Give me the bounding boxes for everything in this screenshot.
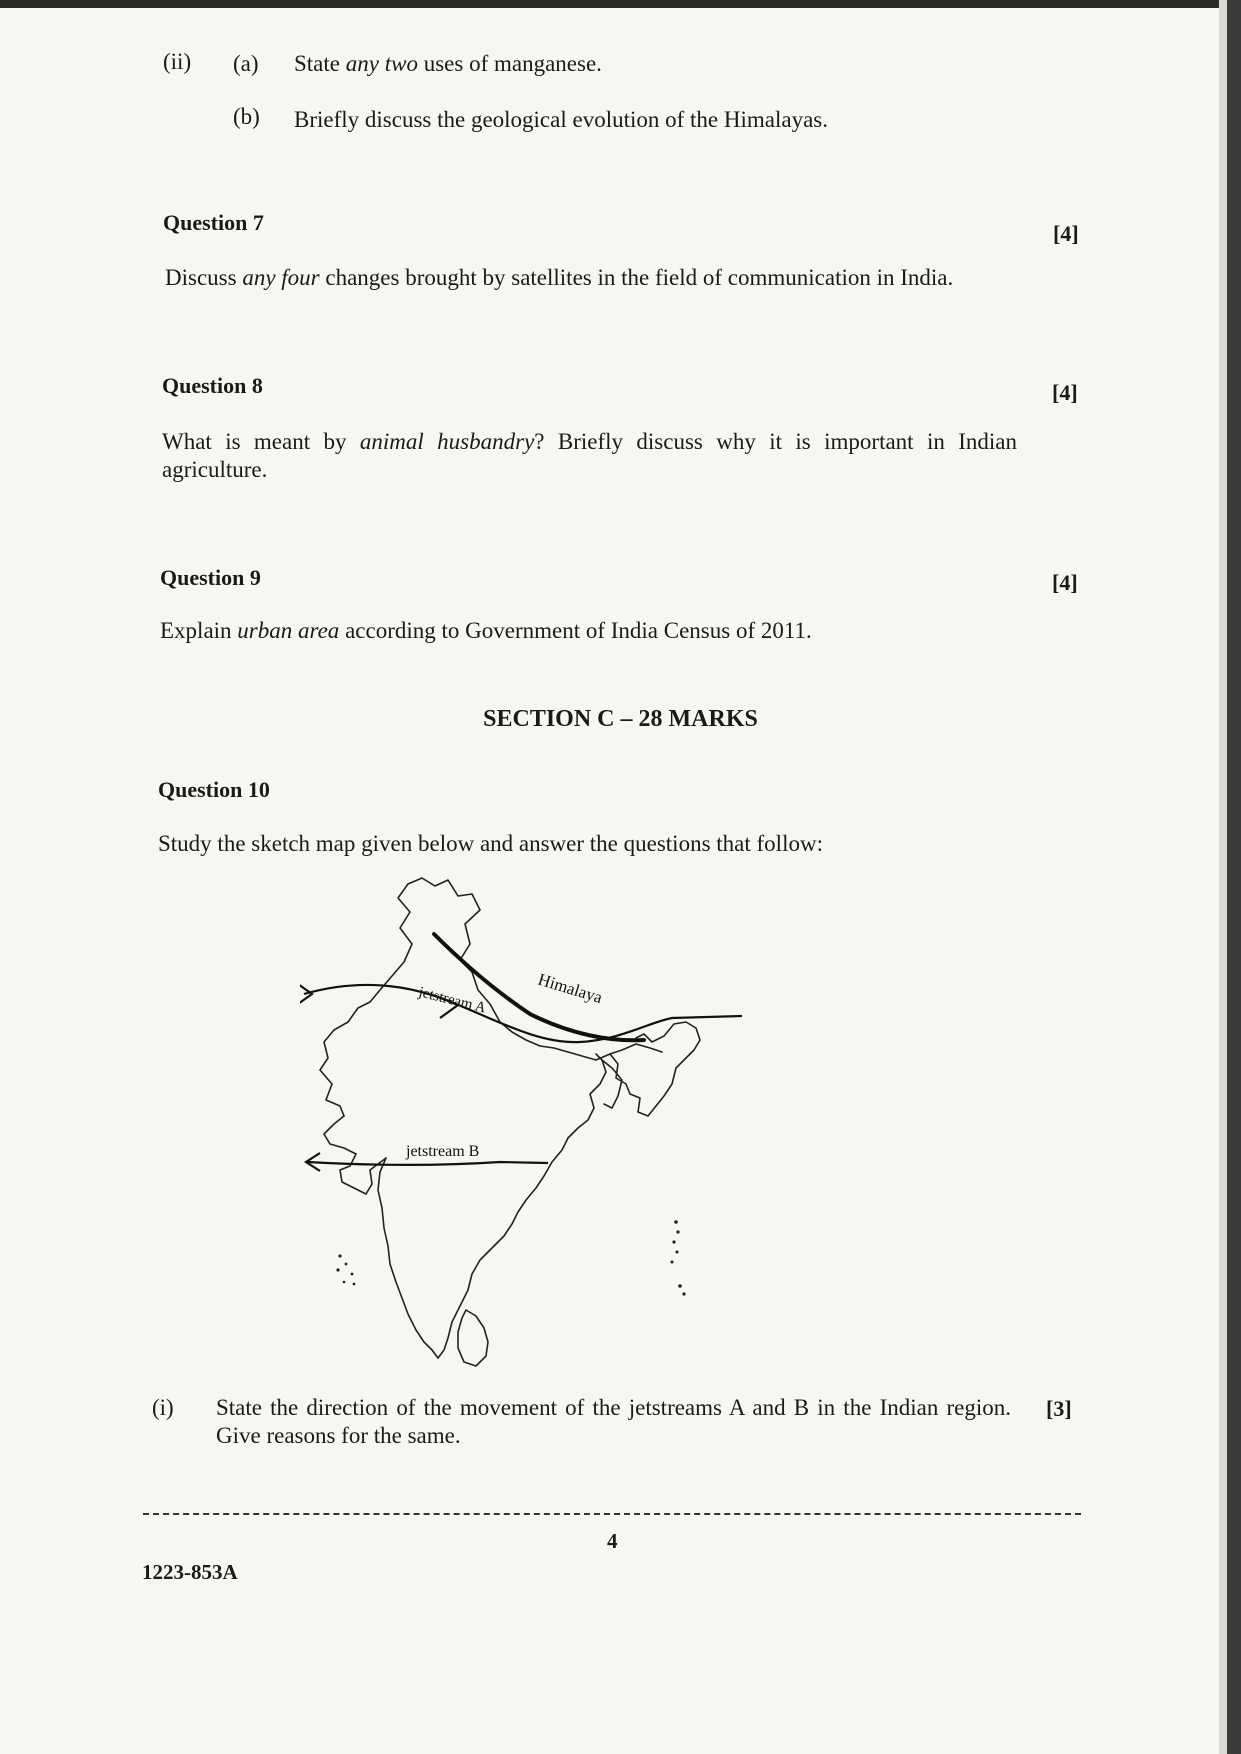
q6-sub-ii-label: (ii) (163, 49, 192, 74)
map-label-jetstream-b: jetstream B (406, 1143, 480, 1160)
q6-part-a-text: State any two uses of manganese. (294, 51, 602, 76)
map-outline-gujarat (324, 1116, 386, 1194)
jetstream-b-line (308, 1162, 548, 1165)
q8-text: What is meant by animal husbandry? Briefly discuss why it is important in Indian agriculture. (162, 429, 1017, 482)
q10-title: Question 10 (158, 777, 270, 802)
map-label-jetstream-a: jetstream A (417, 984, 488, 1017)
q6-part-b-text: Briefly discuss the geological evolution of the Himalayas. (294, 107, 828, 132)
paper-code: 1223-853A (142, 1560, 238, 1584)
section-c-heading: SECTION C – 28 MARKS (483, 706, 758, 732)
scan-right-edge (1227, 0, 1241, 1754)
q9-title: Question 9 (160, 565, 261, 590)
footer-divider (143, 1513, 1081, 1515)
q10-sub-i-label: (i) (152, 1395, 174, 1420)
scan-top-edge (0, 0, 1241, 8)
q8-title: Question 8 (162, 373, 263, 398)
map-outline-northwest (320, 884, 412, 1116)
map-outline-bengal (568, 1054, 606, 1138)
map-outline-west-coast (378, 1158, 438, 1358)
map-outline-northeast (610, 1022, 700, 1116)
scan-right-shadow (1219, 0, 1227, 1754)
q7-title: Question 7 (163, 210, 264, 235)
q7-text: Discuss any four changes brought by satellites in the field of communication in India. (165, 265, 954, 290)
q9-marks: [4] (1052, 570, 1078, 595)
map-outline-east-coast (438, 1138, 568, 1358)
page-number: 4 (607, 1529, 618, 1553)
q8-marks: [4] (1052, 380, 1078, 405)
q10-sub-i-text: State the direction of the movement of the jetstreams A and B in the Indian region. Give reasons for the same. (216, 1395, 1011, 1448)
q10-intro: Study the sketch map given below and answer the questions that follow: (158, 831, 823, 856)
q6-part-b-label: (b) (233, 104, 260, 129)
india-sketch-map (300, 872, 770, 1370)
q6-part-a-label: (a) (233, 51, 259, 76)
q9-text: Explain urban area according to Government of India Census of 2011. (160, 618, 812, 643)
jetstream-a-line (304, 985, 742, 1042)
q7-marks: [4] (1053, 221, 1079, 246)
q10-sub-i-marks: [3] (1046, 1396, 1072, 1421)
map-label-himalaya: Himalaya (535, 969, 605, 1008)
map-outline-sri-lanka (458, 1310, 488, 1366)
